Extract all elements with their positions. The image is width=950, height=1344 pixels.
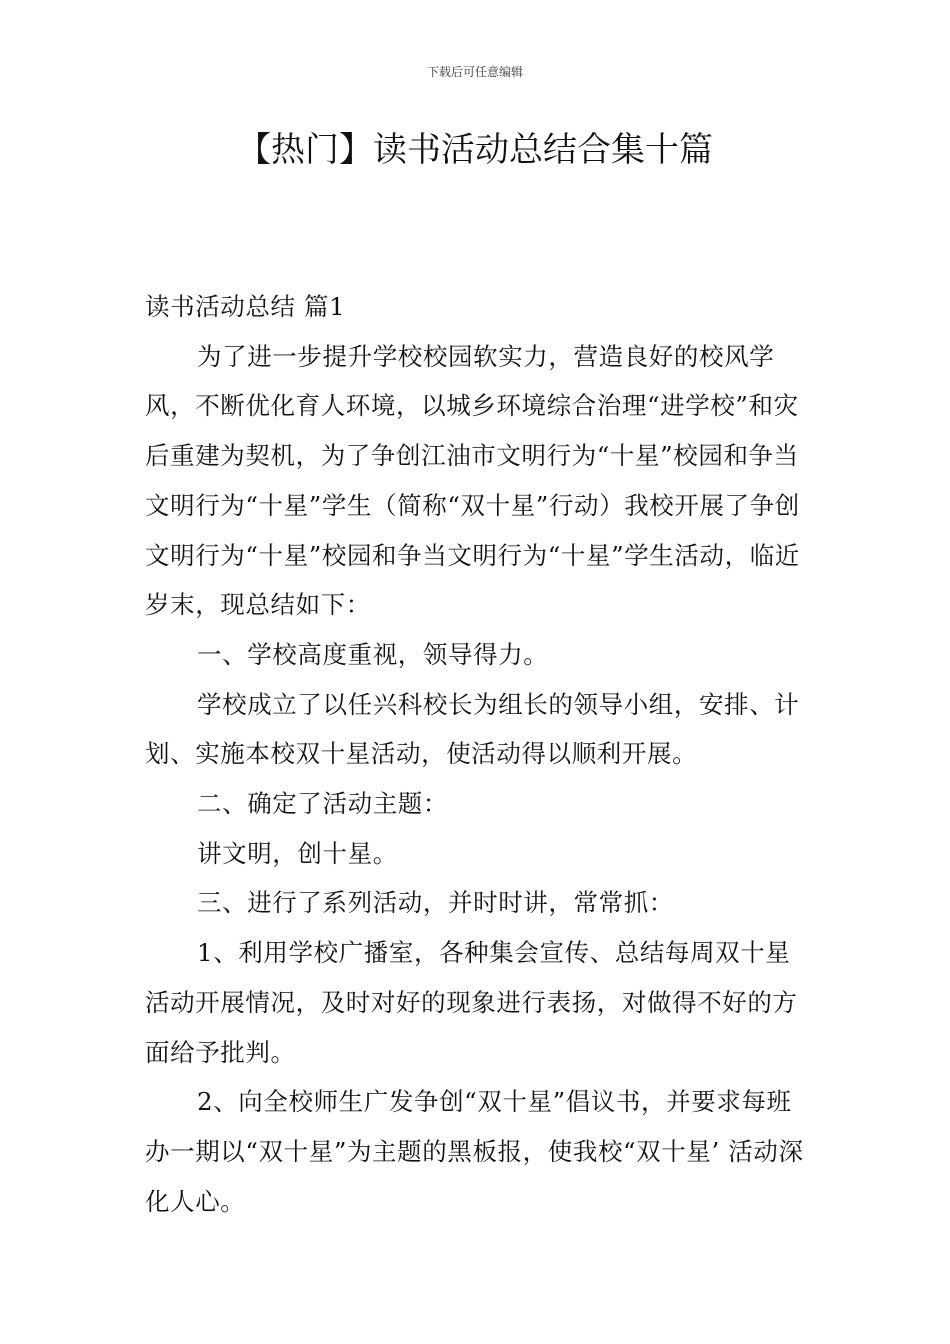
- paragraph-heading-2: 二、确定了活动主题：: [197, 789, 448, 819]
- paragraph-leadership: 学校成立了以任兴科校长为组长的领导小组，安排、计划、实施本校双十星活动，使活动得以顺利开展。: [145, 689, 800, 769]
- header-note: 下载后可任意编辑: [426, 65, 523, 79]
- paragraph-heading-3: 三、进行了系列活动，并时时讲，常常抓：: [197, 888, 674, 918]
- paragraph-theme: 讲文明，创十星。: [197, 838, 398, 868]
- paragraph-heading-1: 一、学校高度重视，领导得力。: [197, 639, 549, 669]
- document-body: [145, 282, 807, 1226]
- paragraph-item-1: 1、利用学校广播室，各种集会宣传、总结每周双十星活动开展情况，及时对好的现象进行表扬，对做得不好的方面给予批判。: [145, 938, 798, 1067]
- section-heading: 读书活动总结 篇1: [145, 292, 346, 321]
- document-title: 【热门】读书活动总结合集十篇: [237, 130, 713, 170]
- paragraph-intro: 为了进一步提升学校校园软实力，营造良好的校风学风，不断优化育人环境，以城乡环境综合治理“进学校”和灾后重建为契机，为了争创江油市文明行为“十星”校园和争当文明行为“十星”学生（简称“双十星”行动）我校开展了争创文明行为“十星”校园和争当文明行为“十星”学生活动，临近岁末，现总结如下：: [145, 341, 800, 620]
- paragraph-item-2: 2、向全校师生广发争创“双十星”倡议书，并要求每班办一期以“双十星”为主题的黑板报，使我校“双十星’ 活动深化人心。: [145, 1087, 804, 1216]
